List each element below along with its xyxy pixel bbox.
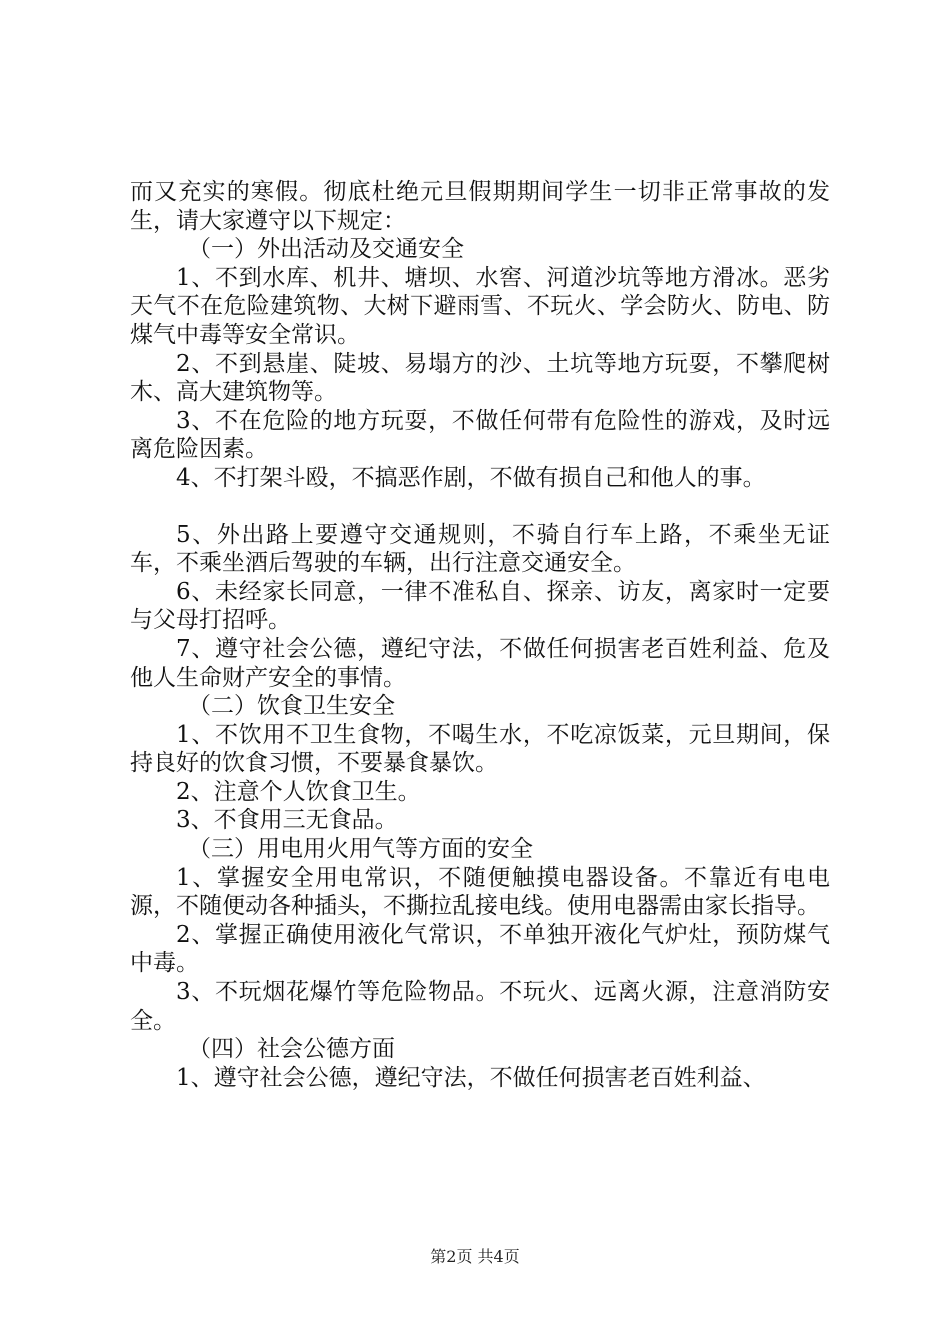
document-body (130, 178, 830, 1092)
list-item: 1、遵守社会公德，遵纪守法，不做任何损害老百姓利益、 (176, 1064, 766, 1091)
list-item: 3、不玩烟花爆竹等危险物品。不玩火、远离火源，注意消防安全。 (130, 979, 830, 1034)
list-item: 3、不食用三无食品。 (176, 807, 398, 834)
list-item: 6、未经家长同意，一律不准私自、探亲、访友，离家时一定要与父母打招呼。 (130, 578, 830, 634)
section-heading-1: （一）外出活动及交通安全 (188, 236, 464, 263)
section-heading-2: （二）饮食卫生安全 (188, 693, 395, 720)
list-item: 2、掌握正确使用液化气常识，不单独开液化气炉灶，预防煤气中毒。 (130, 921, 830, 977)
list-item: 4、不打架斗殴，不搞恶作剧，不做有损自己和他人的事。 (176, 464, 766, 491)
section-heading-3: （三）用电用火用气等方面的安全 (188, 836, 533, 863)
list-item: 2、不到悬崖、陡坡、易塌方的沙、土坑等地方玩耍，不攀爬树木、高大建筑物等。 (130, 350, 830, 406)
list-item: 5、外出路上要遵守交通规则，不骑自行车上路，不乘坐无证车，不乘坐酒后驾驶的车辆，出行注意交通安全。 (130, 521, 830, 577)
list-item: 1、不到水库、机井、塘坝、水窖、河道沙坑等地方滑冰。恶劣天气不在危险建筑物、大树下避雨雪、不玩火、学会防火、防电、防煤气中毒等安全常识。 (130, 264, 830, 348)
list-item: 2、注意个人饮食卫生。 (176, 778, 421, 805)
section-heading-4: （四）社会公德方面 (188, 1036, 395, 1063)
page-footer: 第2页 共4页 (430, 1247, 520, 1266)
list-item: 3、不在危险的地方玩耍，不做任何带有危险性的游戏，及时远离危险因素。 (130, 407, 830, 463)
list-item: 7、遵守社会公德，遵纪守法，不做任何损害老百姓利益、危及他人生命财产安全的事情。 (130, 635, 830, 691)
paragraph-intro: 而又充实的寒假。彻底杜绝元旦假期期间学生一切非正常事故的发生，请大家遵守以下规定： (130, 179, 830, 234)
list-item: 1、掌握安全用电常识，不随便触摸电器设备。不靠近有电电源，不随便动各种插头，不撕拉乱接电线。使用电器需由家长指导。 (130, 864, 830, 920)
list-item: 1、不饮用不卫生食物，不喝生水，不吃凉饭菜，元旦期间，保持良好的饮食习惯，不要暴食暴饮。 (130, 721, 830, 777)
